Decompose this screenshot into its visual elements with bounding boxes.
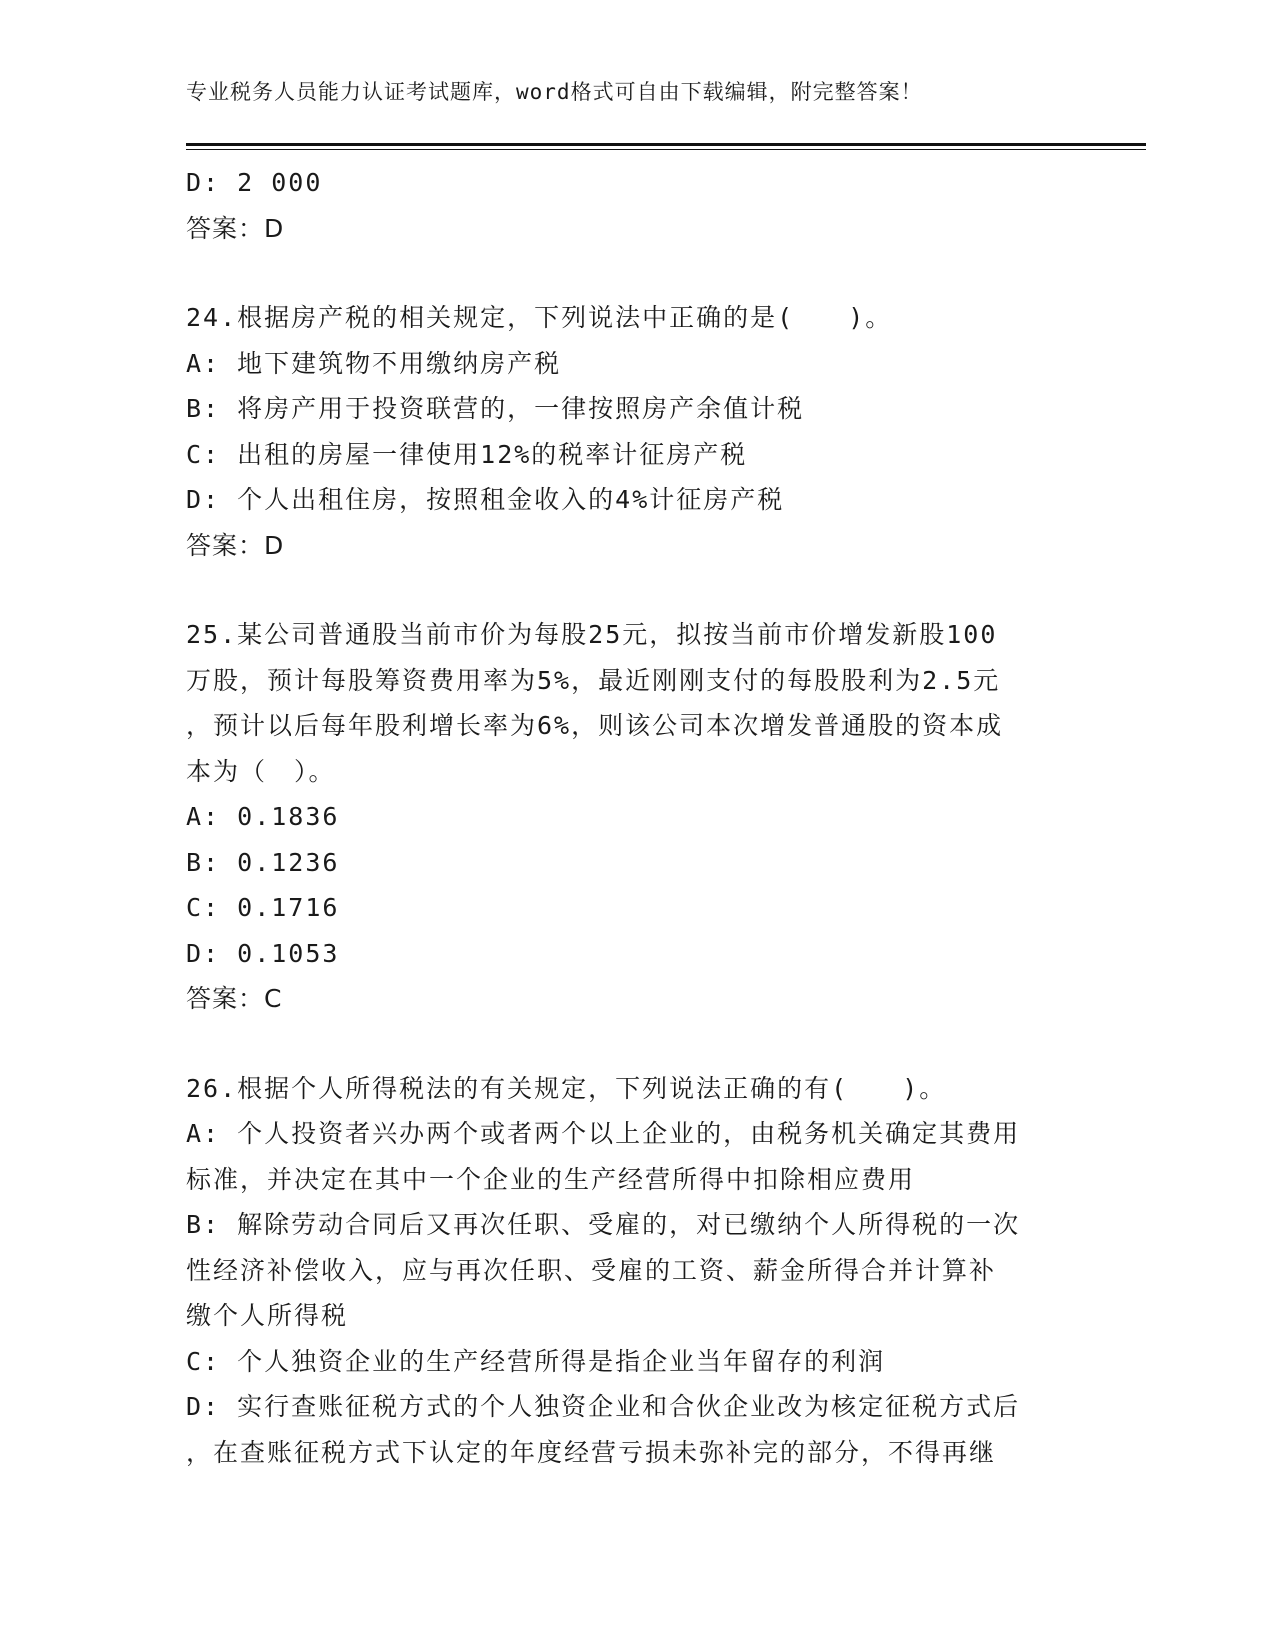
question-stem: 24.根据房产税的相关规定，下列说法中正确的是( )。	[186, 303, 893, 332]
option-d-line: D: 实行查账征税方式的个人独资企业和合伙企业改为核定征税方式后	[186, 1392, 1021, 1421]
header-divider-thin	[186, 149, 1146, 150]
spacer	[186, 251, 1086, 295]
option-a-line: A: 个人投资者兴办两个或者两个以上企业的，由税务机关确定其费用	[186, 1119, 1021, 1148]
option-a-line: 标准，并决定在其中一个企业的生产经营所得中扣除相应费用	[186, 1164, 916, 1194]
question-stem: 26.根据个人所得税法的有关规定，下列说法正确的有( )。	[186, 1073, 947, 1103]
option-d: D: 2 000	[186, 168, 323, 197]
option-b: B: 0.1236	[186, 847, 340, 877]
question-stem-line: 本为（ ）。	[186, 756, 336, 786]
option-b-line: 缴个人所得税	[186, 1301, 349, 1330]
document-body	[186, 160, 1086, 1475]
question-stem-line: 万股，预计每股筹资费用率为5%，最近刚刚支付的每股股利为2.5元	[186, 665, 1001, 695]
question-stem-line: ，预计以后每年股利增长率为6%，则该公司本次增发普通股的资本成	[186, 711, 1004, 740]
question-24	[186, 295, 1086, 568]
question-26	[186, 1066, 1086, 1476]
option-d: D: 0.1053	[186, 938, 340, 968]
option-b-line: 性经济补偿收入，应与再次任职、受雇的工资、薪金所得合并计算补	[186, 1255, 997, 1285]
option-c: C: 出租的房屋一律使用12%的税率计征房产税	[186, 439, 748, 469]
answer: 答案：D	[186, 530, 285, 560]
option-a: A: 0.1836	[186, 802, 340, 831]
option-d-line: ，在查账征税方式下认定的年度经营亏损未弥补完的部分，不得再继	[186, 1437, 997, 1467]
answer: 答案：D	[186, 213, 285, 243]
header-divider-thick	[186, 143, 1146, 146]
option-b: B: 将房产用于投资联营的，一律按照房产余值计税	[186, 394, 805, 423]
option-b-line: B: 解除劳动合同后又再次任职、受雇的，对已缴纳个人所得税的一次	[186, 1210, 1021, 1239]
previous-question-tail	[186, 160, 1086, 251]
question-stem-line: 25.某公司普通股当前市价为每股25元，拟按当前市价增发新股100	[186, 620, 998, 649]
spacer	[186, 1022, 1086, 1066]
page-header: 专业税务人员能力认证考试题库，word格式可自由下载编辑，附完整答案！	[186, 80, 923, 104]
option-d: D: 个人出租住房，按照租金收入的4%计征房产税	[186, 485, 785, 514]
option-c: C: 0.1716	[186, 893, 340, 922]
spacer	[186, 568, 1086, 612]
question-25	[186, 612, 1086, 1022]
answer: 答案：C	[186, 984, 283, 1013]
option-a: A: 地下建筑物不用缴纳房产税	[186, 348, 562, 378]
option-c: C: 个人独资企业的生产经营所得是指企业当年留存的利润	[186, 1346, 886, 1376]
